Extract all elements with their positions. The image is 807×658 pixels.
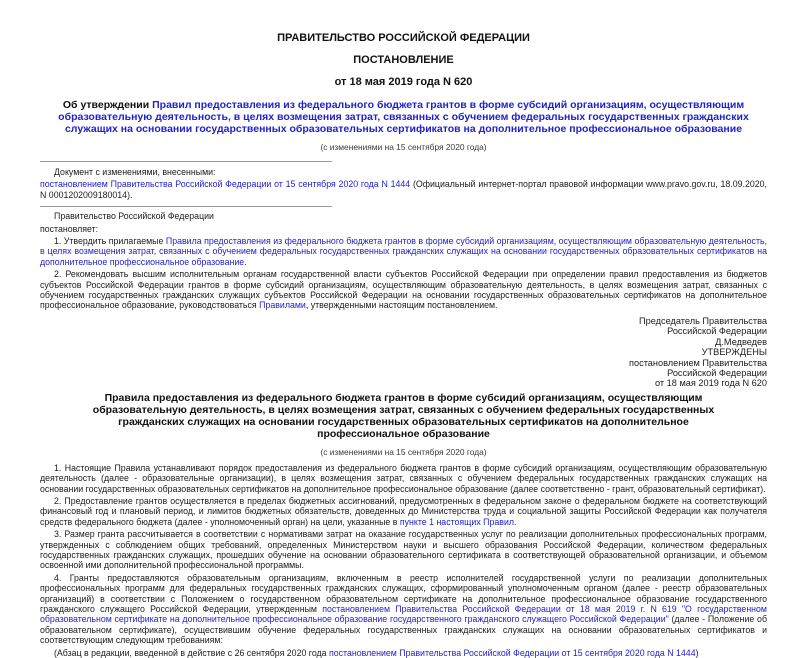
rules-title: Правила предоставления из федерального бюджета грантов в форме субсидий организациям, осуществляющим образовательную деятельность, в целях возмещения затрат, связанных с обучением федеральных государственных гражданских служащих на основании государственных образовательных сертификатов на дополнительное профессиональное образование — [92, 391, 715, 440]
amendment-note: (с изменениями на 15 сентября 2020 года) — [320, 142, 487, 152]
resolution-item-1 — [40, 236, 767, 267]
text-run: 1. Настоящие Правила устанавливают порядок предоставления из федерального бюджета грантов в форме субсидий организациям, осуществляющим образовательную деятельность (далее - образовательные организации), в целях возмещения затрат, связанных с обучением федеральных государственных гражданских служащих на основании государственных образовательных сертификатов на дополнительное профессиональное образование (далее соответственно - грант, образовательный сертификат). — [40, 462, 767, 494]
document-link[interactable]: Правилами — [259, 300, 306, 311]
signature-line: Д.Медведев — [715, 336, 767, 347]
signature-line: Российской Федерации — [667, 326, 767, 337]
document-link[interactable]: постановлением Правительства Российской Федерации от 15 сентября 2020 года N 1444 — [40, 179, 411, 190]
text-run: 2. Рекомендовать высшим исполнительным органам государственной власти субъектов Российской Федерации при определении правил предоставления из бюджетов субъектов Российской Федерации грантов в форме субсидий организациям, осуществляющим образовательную деятельность, в целях возмещения затрат, связанных с обучением государственных гражданских служащих субъектов Российской Федерации на основании государственных образовательных сертификатов на дополнительное профессиональное образование, руководствоваться — [40, 269, 767, 311]
text-run: (Абзац в редакции, введенной в действие с 26 сентября 2020 года — [54, 647, 329, 658]
subject-title — [40, 99, 767, 135]
text-run: ) — [695, 647, 699, 658]
text-run: (Официальный интернет-портал правовой информации www.pravo.gov.ru, 18.09.2020, N 0001202009180014). — [40, 179, 767, 200]
rules-amendment-note: (с изменениями на 15 сентября 2020 года) — [320, 446, 487, 457]
changes-entry — [40, 179, 767, 200]
text-run: . — [244, 256, 247, 267]
resolution-date-number: от 18 мая 2019 года N 620 — [334, 76, 473, 88]
signature-line: от 18 мая 2019 года N 620 — [655, 378, 767, 389]
rules-paragraph-1 — [40, 463, 767, 494]
changes-intro: Документ с изменениями, внесенными: — [54, 167, 216, 177]
preamble-resolves: постановляет: — [40, 223, 99, 234]
text-run: Об утверждении — [62, 99, 153, 111]
resolution-item-2 — [40, 269, 767, 311]
divider-top — [40, 161, 332, 162]
signature-line: Российской Федерации — [667, 367, 767, 378]
text-run: 2. Предоставление грантов осуществляется в пределах бюджетных ассигнований, предусмотренных в федеральном законе о федеральном бюджете на соответствующий финансовый год и плановый период, и лимитов бюджетных обязательств, доведенных до Министерства труда и социальной защиты Российской Федерации как получателя средств федерального бюджета (далее - уполномоченный орган) на цели, указанные в — [40, 495, 767, 527]
government-name: ПРАВИТЕЛЬСТВО РОССИЙСКОЙ ФЕДЕРАЦИИ — [277, 32, 530, 44]
text-run: 4. Гранты предоставляются образовательным организациям, включенным в реестр исполнителей государственной услуги по реализации дополнительных профессиональных программ для федеральных государственных гражданских служащих, сформированный уполномоченным органом (далее - реестр образовательных организаций) в соответствии с Положением о государственном образовательном сертификате на дополнительное профессиональное образование государственного гражданского служащего Российской Федерации, утвержденным — [40, 572, 767, 614]
preamble-line: Правительство Российской Федерации — [54, 211, 214, 222]
signature-line: постановлением Правительства — [629, 357, 767, 368]
signature-line: Председатель Правительства — [639, 315, 767, 326]
editorial-note — [40, 648, 767, 658]
text-run: 3. Размер гранта рассчитывается в соответствии с нормативами затрат на оказание государственных услуг по реализации дополнительных профессиональных программ, утвержденных с соблюдением общих требований, определенных Министерством науки и высшего образования Российской Федерации, количеством федеральных государственных гражданских служащих, прошедших обучение на основании образовательного сертификата в соответствующей образовательной организации, и объемом освоенной ими дополнительной профессиональной программы. — [40, 529, 767, 571]
resolution-type: ПОСТАНОВЛЕНИЕ — [353, 54, 454, 66]
divider-bottom — [40, 206, 332, 207]
document-link[interactable]: Правила предоставления из федерального бюджета грантов в форме субсидий организациям, осуществляющим образовательную деятельность, в целях возмещения затрат, связанных с обучением федеральных государственных гражданских служащих на основании государственных образовательных сертификатов на дополнительное профессиональное образование — [40, 236, 767, 267]
signature-line: УТВЕРЖДЕНЫ — [701, 347, 767, 358]
rules-paragraph-3 — [40, 529, 767, 571]
document-link[interactable]: постановлением Правительства Российской Федерации от 15 сентября 2020 года N 1444 — [328, 647, 696, 658]
signature-block — [40, 316, 767, 389]
rules-paragraph-2 — [40, 496, 767, 527]
text-run: 1. Утвердить прилагаемые — [54, 236, 166, 247]
document-link[interactable]: Правил предоставления из федерального бюджета грантов в форме субсидий организациям, осуществляющим образовательную деятельность, в целях возмещения затрат, связанных с обучением федеральных государственных гражданских служащих на основании государственных образовательных сертификатов на дополнительное профессиональное образование — [58, 99, 749, 135]
text-run: . — [514, 516, 517, 527]
document-link[interactable]: пункте 1 настоящих Правил — [399, 516, 515, 527]
document-link[interactable]: постановлением Правительства Российской Федерации от 18 мая 2019 г. N 619 "О государственном образовательном сертификате на дополнительное профессиональное образование государственного гражданского служащего Российской Федерации" — [40, 604, 767, 625]
rules-paragraph-4 — [40, 573, 767, 646]
text-run: , утвержденными настоящим постановлением. — [305, 300, 498, 311]
text-run: (далее - Положение об образовательном сертификате), осуществившим обучение федеральных государственных гражданских служащих на основании образовательных сертификатов и соответствующим следующим требованиям: — [40, 614, 767, 646]
